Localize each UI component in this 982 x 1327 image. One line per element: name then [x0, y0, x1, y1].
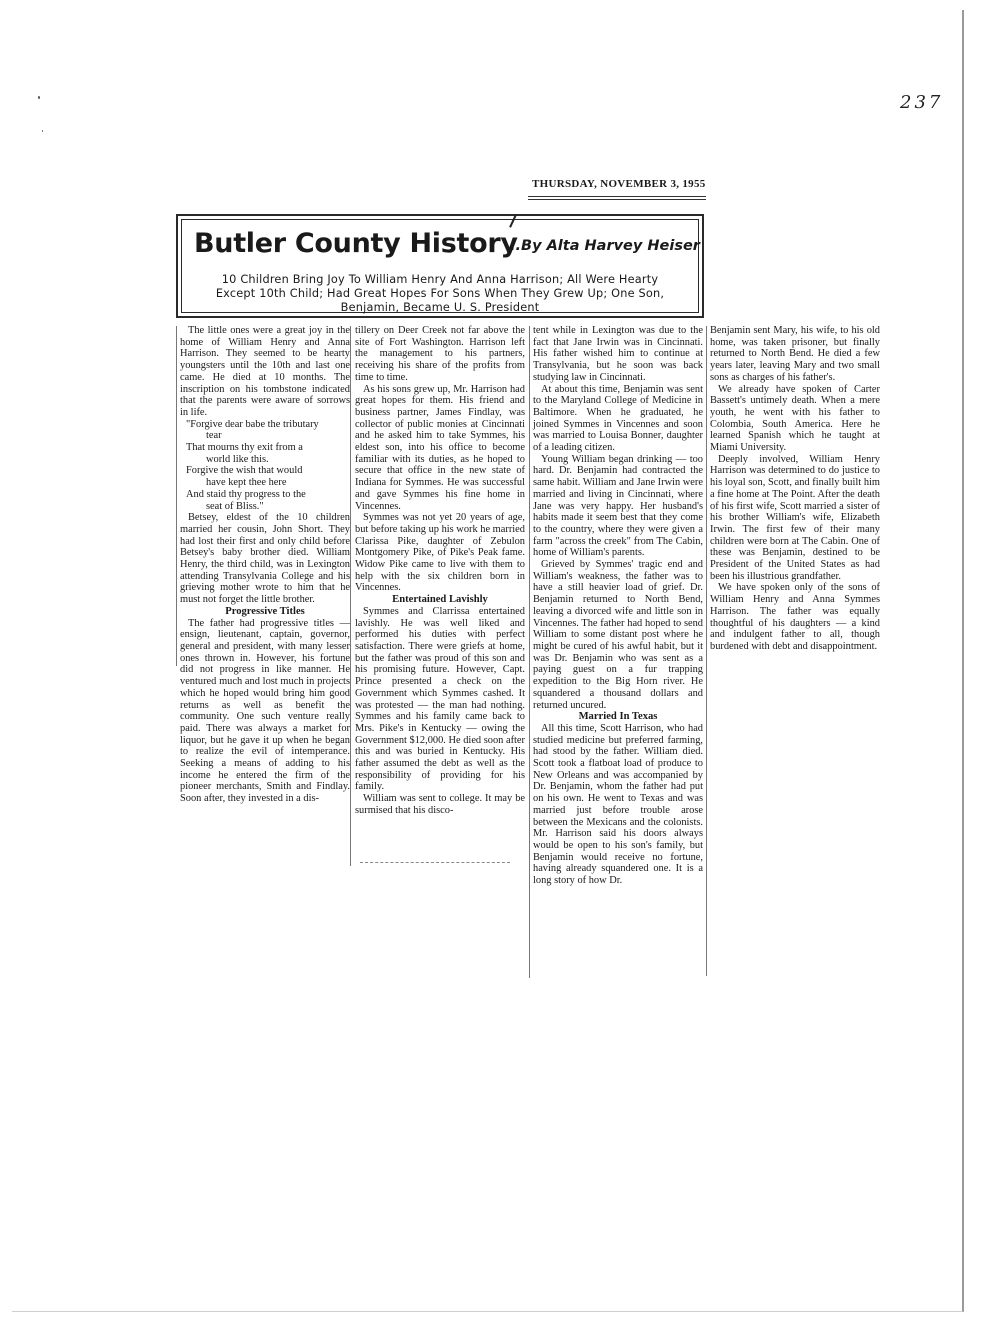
paragraph: tillery on Deer Creek not far above the site of Fort Washington. Harrison left the management to his partners, receiving his share of the profits from time to time. — [355, 325, 525, 383]
paragraph: Symmes was not yet 20 years of age, but before taking up his work he married Clarissa Pike, daughter of Zebulon Montgomery Pike, of Pike's Peak fame. Widow Pike came to live with them to help with the six children born in Vincennes. — [355, 512, 525, 594]
column-title: Butler County History — [194, 228, 518, 259]
article-column-1 — [180, 325, 350, 805]
paragraph: William was sent to college. It may be surmised that his disco- — [355, 793, 525, 816]
page-number: 237 — [900, 92, 944, 113]
verse-line: world like this. — [206, 453, 269, 465]
column-rule — [350, 326, 351, 866]
column-rule — [706, 326, 707, 976]
article-column-4 — [710, 325, 880, 653]
paragraph: Betsey, eldest of the 10 children married her cousin, John Short. They had lost their first and only child before Betsey's baby brother died. William Henry, the third child, was in Lexington attending Transylvania College and his grieving mother wrote to him that he must not forget the little brother. — [180, 512, 350, 606]
verse-line: have kept thee here — [206, 477, 287, 489]
verse-line: And staid thy progress to the — [186, 488, 306, 500]
article-column-2 — [355, 325, 525, 817]
column-rule — [176, 326, 177, 666]
section-heading: Married In Texas — [578, 711, 658, 723]
verse-line: Forgive the wish that would — [186, 465, 303, 477]
paragraph: The father had progressive titles — ensign, lieutenant, captain, governor, general and president, with many lesser ones thrown in. However, his fortune did not progress in like manner. He ventured much and lost much in projects which he hoped would bring him good returns as well as benefit the community. One such venture really paid. There was always a market for liquor, but he gave it up when he began to realize the evil of intemperance. Seeking a means of adding to his income he entered the firm of the pioneer merchants, Smith and Findlay. Soon after, they invested in a dis- — [180, 617, 350, 805]
section-heading: Entertained Lavishly — [392, 594, 488, 606]
paragraph: We have spoken only of the sons of William Henry and Anna Symmes Harrison. The father was equally thoughtful of his daughters — a kind and indulgent father to all, though burdened with debt and disappointment. — [710, 582, 880, 652]
column-rule — [529, 326, 530, 978]
verse-line: seat of Bliss." — [206, 500, 264, 512]
article-column-3 — [533, 325, 703, 887]
dateline: THURSDAY, NOVEMBER 3, 1955 — [532, 178, 706, 190]
masthead-box — [176, 214, 704, 318]
column-end-rule — [360, 862, 510, 863]
paragraph: As his sons grew up, Mr. Harrison had great hopes for them. His friend and business partner, James Findlay, was collector of public monies at Cincinnati and he asked him to take Symmes, his eldest son, into his office to become familiar with its duties, as he hoped to secure that office in the new state of Indiana for Symmes. He was successful and gave Symmes his fine home in Vincennes. — [355, 383, 525, 512]
paragraph: All this time, Scott Harrison, who had studied medicine but preferred farming, had stood by the father. William died. Scott took a flatboat load of produce to New Orleans and was accompanied by Dr. Benjamin, whom the father had put on his own. He went to Texas and was married just before trouble arose between the Mexicans and the colonists. Mr. Harrison said his doors always would be open to his son's family, but Benjamin would receive no fortune, having already squandered one. It is a long story of how Dr. — [533, 722, 703, 887]
epitaph-verse — [186, 419, 350, 513]
paragraph: Young William began drinking — too hard. Dr. Benjamin had contracted the same habit. William and Jane Irwin were married and living in Cincinnati, where Jane was very happy. Her husband's habits made it seem best that they come to the country, where they were given a farm "across the creek" from The Cabin, home of William's parents. — [533, 453, 703, 559]
verse-line: "Forgive dear babe the tributary — [186, 418, 319, 430]
ink-mark — [509, 214, 517, 228]
section-heading: Progressive Titles — [225, 605, 305, 617]
paragraph: The little ones were a great joy in the home of William Henry and Anna Harrison. They seemed to be hearty youngsters until the 10th and last one came. He died at 10 months. The inscription on his tombstone indicated that the parents were aware of sorrows in life. — [180, 325, 350, 418]
subheadline: 10 Children Bring Joy To William Henry And Anna Harrison; All Were Hearty Except 10th Child; Had Great Hopes For Sons When They Grew Up; One Son, Benjamin, Became U. S. President — [215, 273, 665, 315]
paragraph: Grieved by Symmes' tragic end and William's weakness, the father was to have a still heavier load of grief. Dr. Benjamin returned to North Bend, leaving a divorced wife and little son in Vincennes. The father had hoped to send William to some distant post where he might be cured of his awful habit, but it was Dr. Benjamin who was sent as a paying guest on a fur trapping expedition to the Big Horn river. He squandered a thousand dollars and returned uncured. — [533, 559, 703, 711]
scan-speck — [38, 96, 40, 99]
dateline-rule — [528, 196, 706, 197]
masthead-inner-border — [181, 219, 699, 313]
byline: ..By Alta Harvey Heiser — [510, 238, 700, 254]
paragraph: Benjamin sent Mary, his wife, to his old home, was taken prisoner, but finally returned to North Bend. He died a few years later, leaving Mary and two small sons as charges of his father's. — [710, 325, 880, 383]
paragraph: Symmes and Clarrissa entertained lavishly. He was well liked and performed his duties with perfect satisfaction. There were griefs at home, but the father was proud of this son and his promising future. However, Capt. Prince presented a check on the Government which Symmes cashed. It was protested — the man had nothing. Symmes and his family came back to Mrs. Pike's in Kentucky — owing the Government $12,000. He died soon after this and was buried in Kentucky. His father assumed the debt as well as the responsibility of providing for his family. — [355, 605, 525, 793]
dateline-rule — [528, 199, 706, 200]
scan-speck — [42, 130, 43, 132]
verse-line: tear — [206, 430, 222, 442]
paragraph: tent while in Lexington was due to the fact that Jane Irwin was in Cincinnati. His father wished him to continue at Transylvania, but he soon was back studying law in Cincinnati. — [533, 325, 703, 383]
paragraph: At about this time, Benjamin was sent to the Maryland College of Medicine in Baltimore. When he graduated, he joined Symmes in Vincennes and soon was married to Louisa Bonner, daughter of a leading citizen. — [533, 383, 703, 454]
paragraph: We already have spoken of Carter Bassett's untimely death. When a mere youth, he went with his father to Colombia, South America. Here he learned Spanish which he taught at Miami University. — [710, 383, 880, 454]
verse-line: That mourns thy exit from a — [186, 442, 303, 454]
paragraph: Deeply involved, William Henry Harrison was determined to do justice to his loyal son, Scott, and finally built him a fine home at The Point. After the death of his first wife, Scott married a sister of his brother William's wife, Elizabeth Irwin. The first few of their many children were born at The Cabin. One of these was Benjamin, destined to be President of the United States as had been his illustrious grandfather. — [710, 453, 880, 582]
